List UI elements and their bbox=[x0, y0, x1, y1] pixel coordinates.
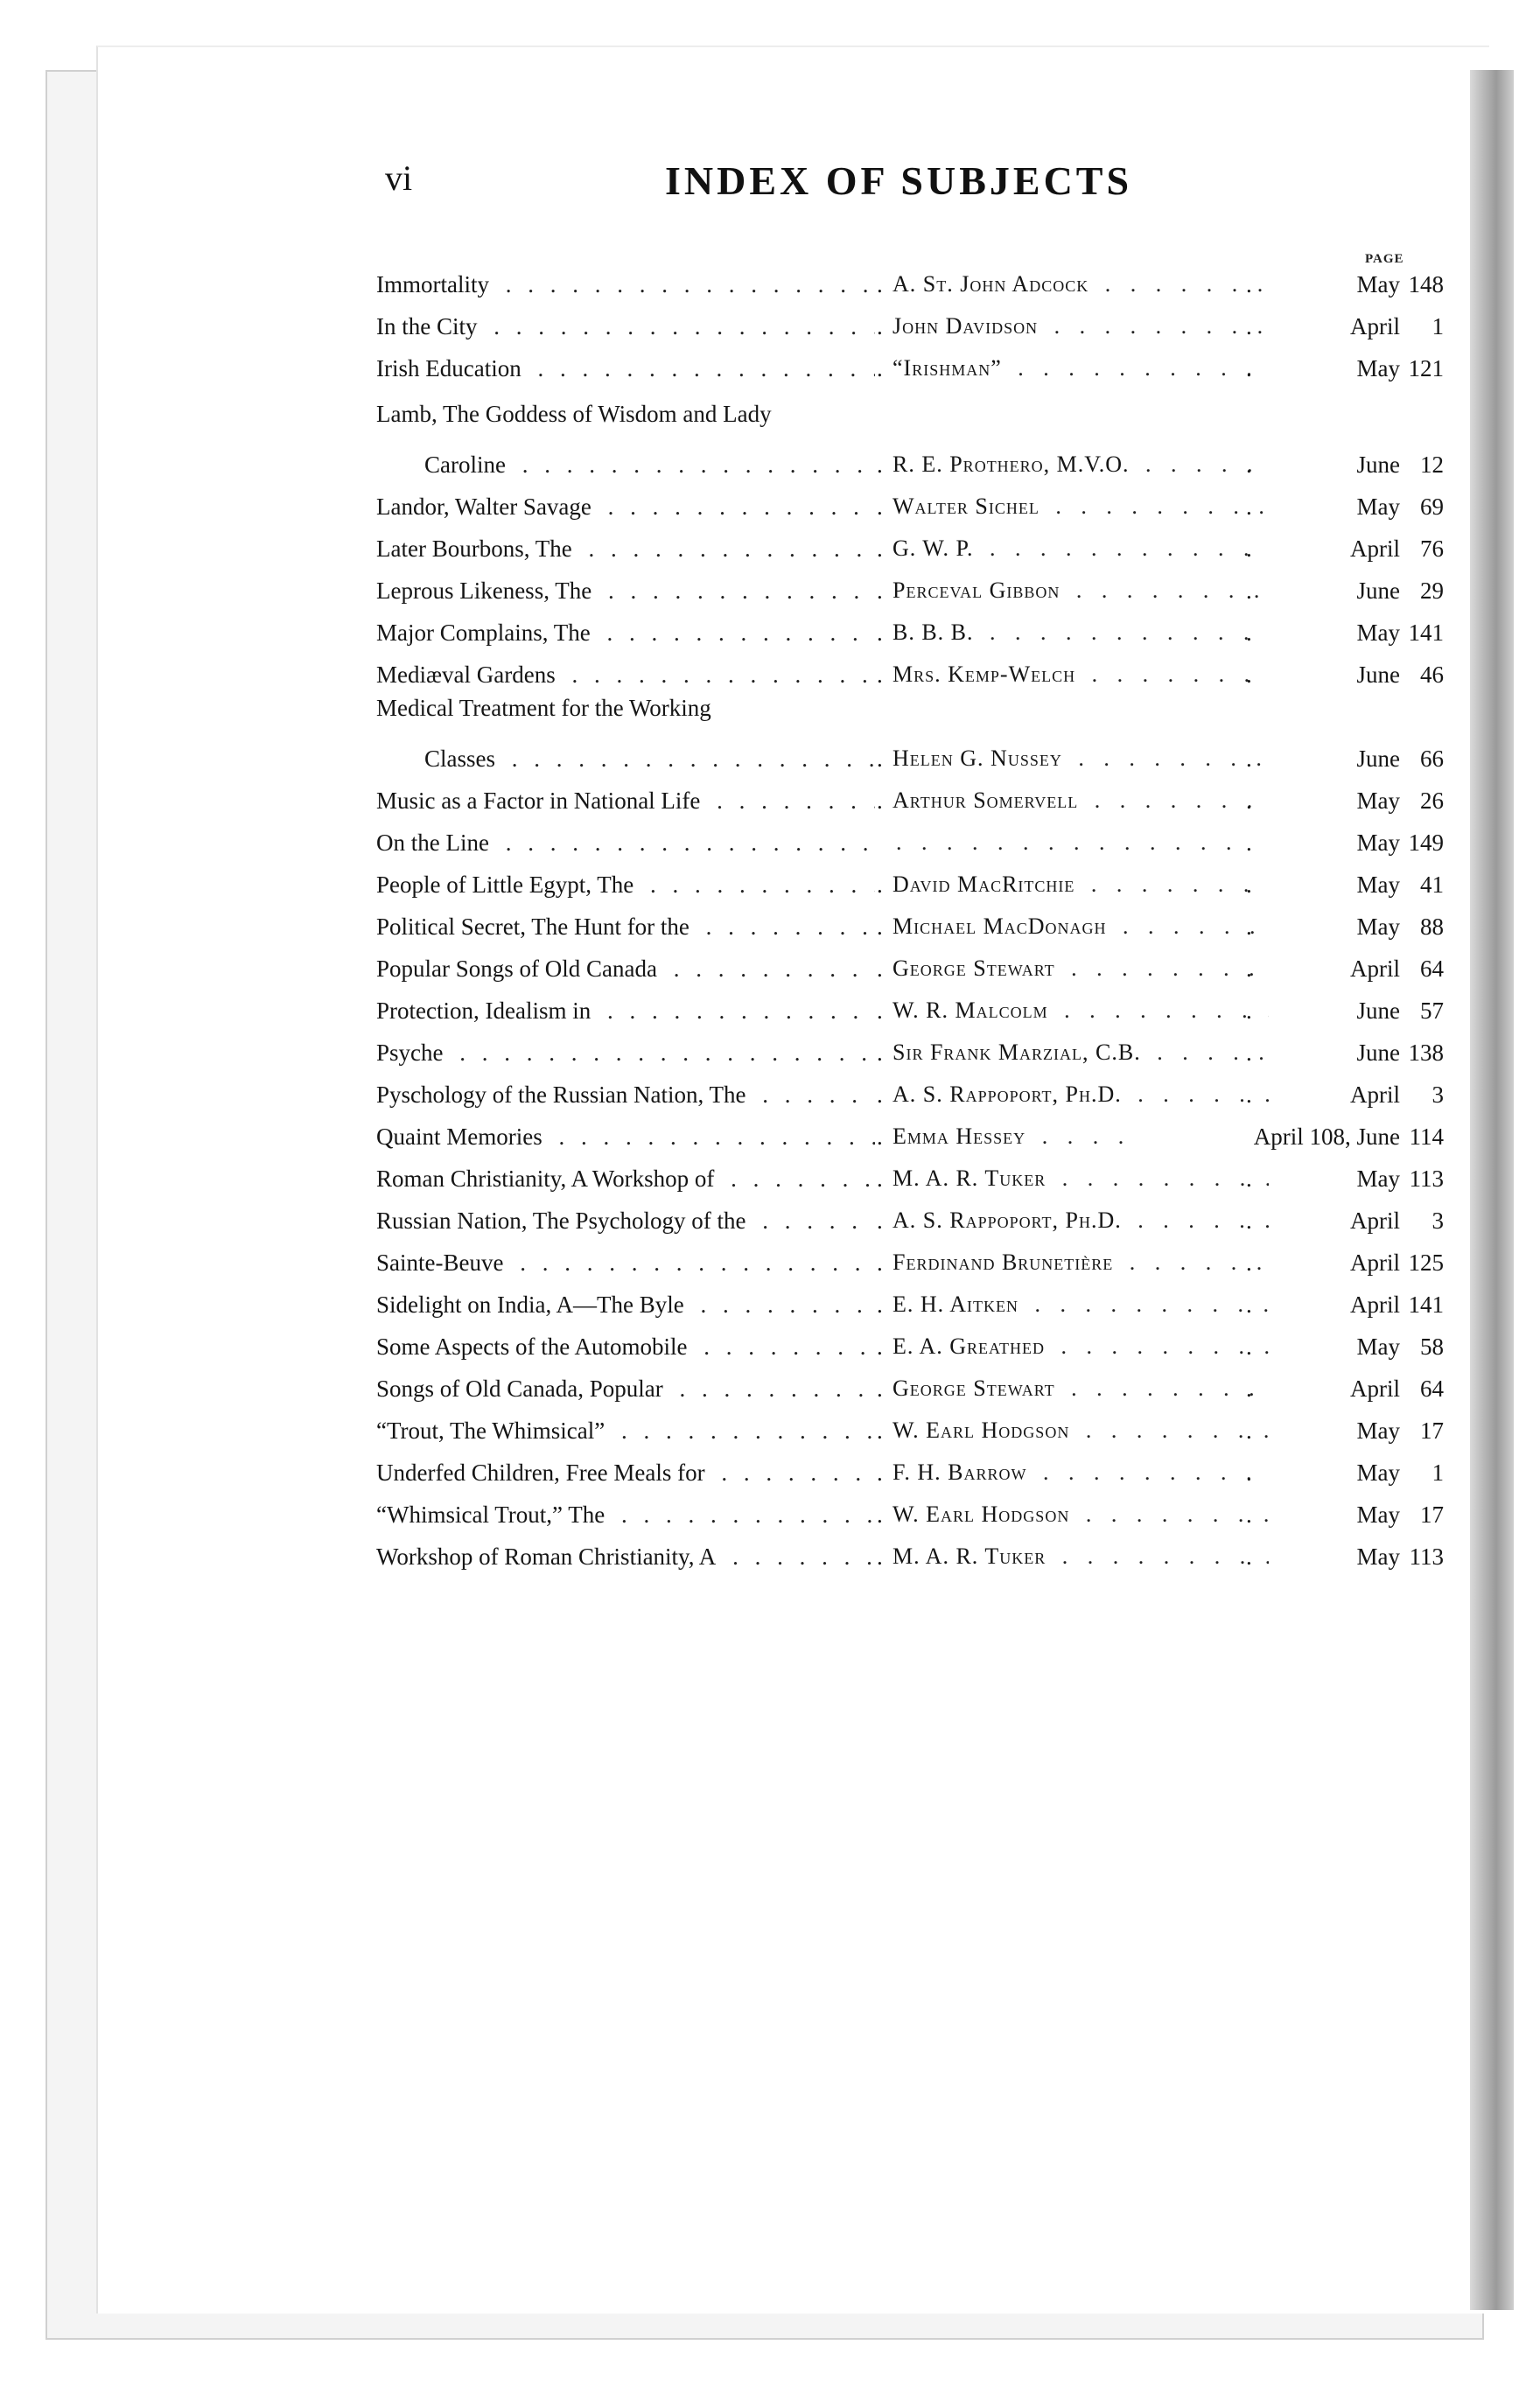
entry-author: Michael MacDonagh bbox=[892, 914, 1110, 939]
index-entry: On the Line . . . . . . . May 149 bbox=[359, 821, 1435, 863]
entry-page: 141 bbox=[1408, 1292, 1444, 1318]
index-entry: Lamb, The Goddess of Wisdom and Lady Caroline . . . . R. E. Prothero, M.V.O. . . . . June 12 bbox=[359, 401, 1435, 485]
entry-page: 57 bbox=[1420, 998, 1444, 1024]
index-entry: Roman Christianity, A Workshop of . . . . M. A. R. Tuker . . . . May 113 bbox=[359, 1157, 1435, 1199]
entry-month: May bbox=[1356, 830, 1400, 856]
index-entry: Medical Treatment for the Working Classes . . . . Helen G. Nussey . . . . June 66 bbox=[359, 695, 1435, 779]
entry-subject: Landor, Walter Savage bbox=[376, 494, 597, 520]
entry-author: W. Earl Hodgson bbox=[892, 1418, 1073, 1443]
entry-month: April bbox=[1350, 1292, 1400, 1318]
entry-subject: “Whimsical Trout,” The bbox=[376, 1502, 610, 1528]
index-entries bbox=[359, 262, 1444, 1577]
entry-month: April bbox=[1350, 313, 1400, 340]
entry-subject: Russian Nation, The Psychology of the bbox=[376, 1208, 751, 1234]
entry-subject: Roman Christianity, A Workshop of bbox=[376, 1166, 719, 1192]
entry-month: May bbox=[1356, 1460, 1400, 1486]
entry-subject: Songs of Old Canada, Popular bbox=[376, 1376, 668, 1402]
entry-subject: Mediæval Gardens bbox=[376, 662, 561, 688]
entry-subject: Protection, Idealism in bbox=[376, 998, 596, 1024]
entry-subject: Major Complains, The bbox=[376, 620, 596, 646]
entry-month: May bbox=[1356, 1502, 1400, 1528]
entry-author: M. A. R. Tuker bbox=[892, 1544, 1049, 1569]
entry-author: Arthur Somervell bbox=[892, 788, 1082, 813]
entry-month: June bbox=[1356, 1040, 1400, 1066]
entry-author: Perceval Gibbon bbox=[892, 578, 1063, 603]
entry-author: E. A. Greathed bbox=[892, 1334, 1048, 1359]
entry-page: 138 bbox=[1408, 1040, 1444, 1066]
entry-author: M. A. R. Tuker bbox=[892, 1166, 1049, 1191]
page-title: INDEX OF SUBJECTS bbox=[665, 158, 1133, 203]
entry-page: 141 bbox=[1408, 620, 1444, 646]
index-entry: Political Secret, The Hunt for the . . . . Michael MacDonagh . . . . May 88 bbox=[359, 905, 1435, 947]
entry-author: “Irishman” bbox=[892, 355, 1005, 381]
entry-subject: “Trout, The Whimsical” bbox=[376, 1418, 610, 1444]
entry-subject: Classes bbox=[424, 746, 500, 772]
entry-month: April bbox=[1350, 956, 1400, 982]
entry-subject: Underfed Children, Free Meals for bbox=[376, 1460, 710, 1486]
entry-month: April bbox=[1350, 536, 1400, 562]
entry-page: 58 bbox=[1420, 1334, 1444, 1360]
index-entry: Workshop of Roman Christianity, A . . . . M. A. R. Tuker . . . . May 113 bbox=[359, 1535, 1435, 1577]
index-entry: Sidelight on India, A—The Byle . . . . E. H. Aitken . . . . April 141 bbox=[359, 1283, 1435, 1325]
entry-month: June bbox=[1356, 998, 1400, 1024]
entry-author: Emma Hessey bbox=[892, 1124, 1029, 1149]
entry-subject: Quaint Memories bbox=[376, 1124, 548, 1150]
entry-page: 64 bbox=[1420, 956, 1444, 982]
entry-author: W. Earl Hodgson bbox=[892, 1502, 1073, 1527]
entry-author: Sir Frank Marzial, C.B. bbox=[892, 1040, 1144, 1065]
entry-subject: Irish Education bbox=[376, 355, 527, 382]
entry-page: 76 bbox=[1420, 536, 1444, 562]
entry-month: May bbox=[1356, 355, 1400, 382]
page-column-label: PAGE bbox=[1365, 252, 1404, 266]
entry-month: June bbox=[1356, 662, 1400, 688]
entry-page: 12 bbox=[1420, 452, 1444, 478]
entry-month: June bbox=[1356, 452, 1400, 478]
entry-page: 1 bbox=[1432, 313, 1444, 340]
index-entry: Quaint Memories . . . . Emma Hessey . . . April 108, June 114 bbox=[359, 1115, 1435, 1157]
index-entry: Leprous Likeness, The . . . . Perceval Gibbon . . . . June 29 bbox=[359, 569, 1435, 611]
entry-month: May bbox=[1356, 1544, 1400, 1570]
entry-subject: Pyschology of the Russian Nation, The bbox=[376, 1082, 751, 1108]
entry-author: Helen G. Nussey bbox=[892, 746, 1066, 771]
entry-subject: Caroline bbox=[424, 452, 511, 478]
entry-subject: Music as a Factor in National Life bbox=[376, 788, 705, 814]
entry-page: 29 bbox=[1420, 578, 1444, 604]
entry-page: 3 bbox=[1432, 1208, 1444, 1234]
entry-author bbox=[892, 830, 896, 855]
entry-month: April bbox=[1350, 1208, 1400, 1234]
entry-subject: Immortality bbox=[376, 271, 494, 298]
entry-page: 125 bbox=[1408, 1250, 1444, 1276]
entry-page: 41 bbox=[1420, 872, 1444, 898]
entry-author: Ferdinand Brunetière bbox=[892, 1250, 1116, 1275]
entry-page: 26 bbox=[1420, 788, 1444, 814]
entry-page: 17 bbox=[1420, 1418, 1444, 1444]
entry-month: April bbox=[1350, 1082, 1400, 1108]
entry-month: April 108, June bbox=[1138, 1124, 1400, 1151]
entry-subject: In the City bbox=[376, 313, 483, 340]
index-entry: Later Bourbons, The . . . . G. W. P. . . . . April 76 bbox=[359, 527, 1435, 569]
entry-month: June bbox=[1356, 746, 1400, 772]
entry-page: 69 bbox=[1420, 494, 1444, 520]
entry-subject: Political Secret, The Hunt for the bbox=[376, 914, 695, 940]
entry-subject: Popular Songs of Old Canada bbox=[376, 956, 662, 982]
entry-page: 149 bbox=[1408, 830, 1444, 856]
entry-page: 113 bbox=[1409, 1544, 1444, 1570]
entry-page: 121 bbox=[1408, 355, 1444, 382]
entry-page: 66 bbox=[1420, 746, 1444, 772]
entry-month: June bbox=[1356, 578, 1400, 604]
entry-author: W. R. Malcolm bbox=[892, 998, 1052, 1023]
entry-author: Mrs. Kemp-Welch bbox=[892, 662, 1079, 687]
index-entry: Russian Nation, The Psychology of the . . . . A. S. Rappoport, Ph.D. . . . . April 3 bbox=[359, 1199, 1435, 1241]
entry-author: George Stewart bbox=[892, 1376, 1059, 1401]
entry-page: 88 bbox=[1420, 914, 1444, 940]
index-entry: Mediæval Gardens . . . . Mrs. Kemp-Welch . . . . June 46 bbox=[359, 653, 1435, 695]
entry-month: May bbox=[1356, 271, 1400, 298]
index-entry: Pyschology of the Russian Nation, The . . . . A. S. Rappoport, Ph.D. . . . . April 3 bbox=[359, 1073, 1435, 1115]
entry-month: May bbox=[1356, 1166, 1400, 1192]
index-entry: In the City . . . . John Davidson . . . . April 1 bbox=[359, 304, 1435, 346]
entry-author: A. S. Rappoport, Ph.D. bbox=[892, 1208, 1125, 1233]
entry-page: 113 bbox=[1409, 1166, 1444, 1192]
page-number: vi bbox=[385, 158, 413, 198]
entry-month: May bbox=[1356, 872, 1400, 898]
entry-author: A. S. Rappoport, Ph.D. bbox=[892, 1082, 1125, 1107]
index-entry: Songs of Old Canada, Popular . . . . George Stewart . . . . April 64 bbox=[359, 1367, 1435, 1409]
entry-page: 114 bbox=[1409, 1124, 1444, 1150]
entry-author: A. St. John Adcock bbox=[892, 271, 1092, 297]
entry-subject: Later Bourbons, The bbox=[376, 536, 578, 562]
entry-page: 148 bbox=[1408, 271, 1444, 298]
entry-author: G. W. P. bbox=[892, 536, 977, 561]
entry-month: May bbox=[1356, 914, 1400, 940]
entry-author: R. E. Prothero, M.V.O. bbox=[892, 452, 1133, 477]
entry-author: Walter Sichel bbox=[892, 494, 1043, 519]
entry-month: May bbox=[1356, 1334, 1400, 1360]
entry-author: B. B. B. bbox=[892, 620, 977, 645]
entry-subject: People of Little Egypt, The bbox=[376, 872, 639, 898]
entry-month: April bbox=[1350, 1376, 1400, 1402]
entry-subject-first-line: Lamb, The Goddess of Wisdom and Lady bbox=[376, 401, 772, 427]
entry-subject: On the Line bbox=[376, 830, 494, 856]
index-entry: Music as a Factor in National Life . . . . Arthur Somervell . . . . May 26 bbox=[359, 779, 1435, 821]
entry-month: May bbox=[1356, 1418, 1400, 1444]
index-entry: “Trout, The Whimsical” . . . . W. Earl Hodgson . . . . May 17 bbox=[359, 1409, 1435, 1451]
entry-subject: Psyche bbox=[376, 1040, 449, 1066]
index-entry: Major Complains, The . . . . B. B. B. . . . . May 141 bbox=[359, 611, 1435, 653]
entry-author: George Stewart bbox=[892, 956, 1059, 981]
index-entry: Psyche . . . . Sir Frank Marzial, C.B. . . . . June 138 bbox=[359, 1031, 1435, 1073]
index-entry: People of Little Egypt, The . . . . David MacRitchie . . . . May 41 bbox=[359, 863, 1435, 905]
index-entry: “Whimsical Trout,” The . . . . W. Earl Hodgson . . . . May 17 bbox=[359, 1493, 1435, 1535]
entry-page: 64 bbox=[1420, 1376, 1444, 1402]
index-entry: Immortality . . . . A. St. John Adcock . . . . May 148 bbox=[359, 262, 1435, 304]
index-entry: Underfed Children, Free Meals for . . . . F. H. Barrow . . . . May 1 bbox=[359, 1451, 1435, 1493]
entry-author: David MacRitchie bbox=[892, 872, 1078, 897]
entry-month: April bbox=[1350, 1250, 1400, 1276]
entry-author: John Davidson bbox=[892, 313, 1041, 339]
entry-subject: Sainte-Beuve bbox=[376, 1250, 508, 1276]
entry-subject: Leprous Likeness, The bbox=[376, 578, 597, 604]
entry-author: F. H. Barrow bbox=[892, 1460, 1031, 1485]
index-entry: Irish Education . . . . “Irishman” . . . . May 121 bbox=[359, 346, 1435, 388]
index-entry: Some Aspects of the Automobile . . . . E. A. Greathed . . . . May 58 bbox=[359, 1325, 1435, 1367]
entry-month: May bbox=[1356, 620, 1400, 646]
entry-page: 17 bbox=[1420, 1502, 1444, 1528]
entry-month: May bbox=[1356, 788, 1400, 814]
entry-page: 3 bbox=[1432, 1082, 1444, 1108]
entry-author: E. H. Aitken bbox=[892, 1292, 1022, 1317]
index-entry: Protection, Idealism in . . . . W. R. Malcolm . . . . June 57 bbox=[359, 989, 1435, 1031]
index-entry: Popular Songs of Old Canada . . . . George Stewart . . . . April 64 bbox=[359, 947, 1435, 989]
index-entry: Landor, Walter Savage . . . . Walter Sichel . . . . May 69 bbox=[359, 485, 1435, 527]
entry-subject: Sidelight on India, A—The Byle bbox=[376, 1292, 690, 1318]
page-header bbox=[385, 158, 1435, 228]
entry-subject: Some Aspects of the Automobile bbox=[376, 1334, 692, 1360]
entry-subject-first-line: Medical Treatment for the Working bbox=[376, 695, 711, 721]
entry-page: 46 bbox=[1420, 662, 1444, 688]
page-edge-shadow bbox=[1470, 70, 1514, 2310]
entry-page: 1 bbox=[1432, 1460, 1444, 1486]
index-entry: Sainte-Beuve . . . . Ferdinand Brunetière . . . . April 125 bbox=[359, 1241, 1435, 1283]
entry-month: May bbox=[1356, 494, 1400, 520]
entry-subject: Workshop of Roman Christianity, A bbox=[376, 1544, 721, 1570]
